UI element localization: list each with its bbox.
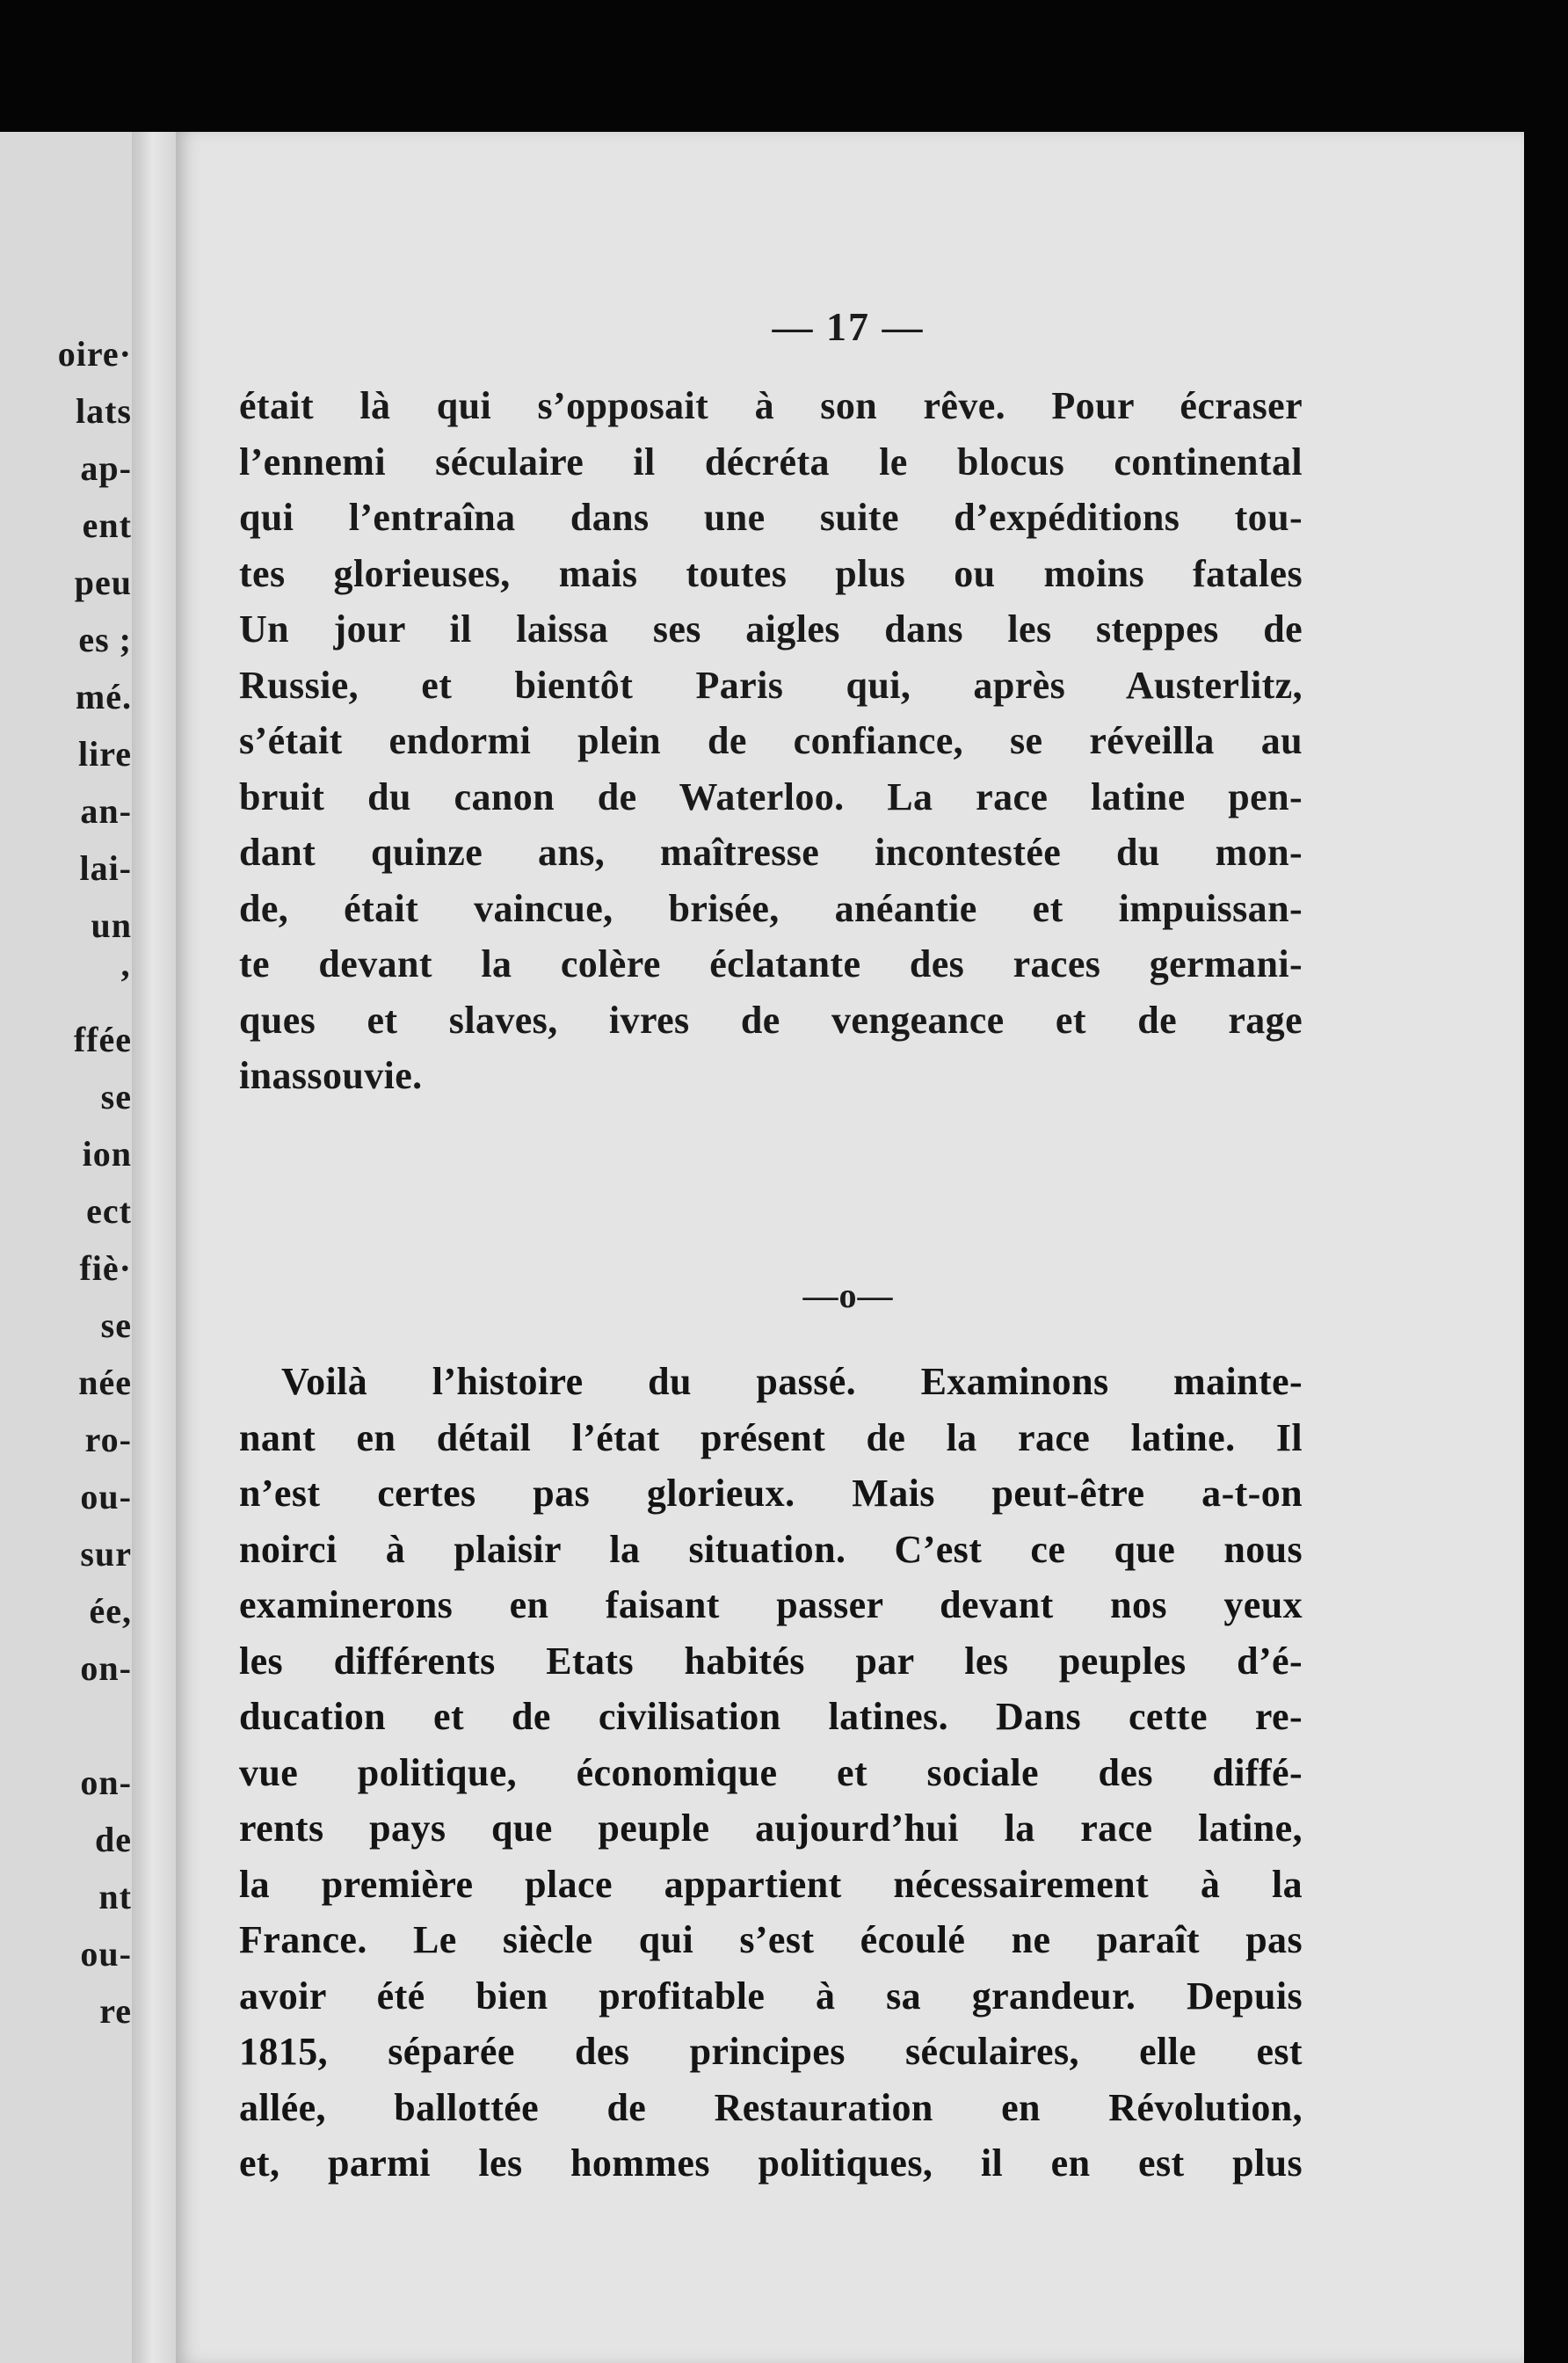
- text-line: allée, ballottée de Restauration en Révolution,: [239, 2085, 1303, 2129]
- previous-page-line: de: [95, 1820, 132, 1859]
- previous-page-line: an-: [80, 791, 132, 831]
- previous-page-line: es ;: [78, 620, 132, 659]
- previous-page-line: ffée: [73, 1020, 132, 1059]
- previous-page-line: [0, 1697, 132, 1754]
- previous-page-line: nt: [98, 1877, 132, 1916]
- text-line: 1815, séparée des principes séculaires, elle est: [239, 2030, 1303, 2073]
- previous-page-line: ou-: [80, 1477, 132, 1516]
- text-line: vue politique, économique et sociale des diffé-: [239, 1750, 1303, 1794]
- text-line: examinerons en faisant passer devant nos yeux: [239, 1583, 1303, 1626]
- text-line: rents pays que peuple aujourd’hui la race latine,: [239, 1807, 1303, 1850]
- text-line: qui l’entraîna dans une suite d’expéditions tou-: [239, 496, 1303, 539]
- paragraph-2: [239, 1354, 1303, 2192]
- text-line: de, était vaincue, brisée, anéantie et impuissan-: [239, 886, 1303, 930]
- previous-page-line: oire·: [57, 334, 132, 374]
- previous-page-line: se: [100, 1305, 132, 1345]
- previous-page-text: [0, 325, 132, 2039]
- previous-page-line: ée,: [89, 1591, 132, 1631]
- previous-page-line: mé.: [75, 677, 132, 716]
- previous-page-line: ro-: [84, 1420, 132, 1459]
- text-line: s’était endormi plein de confiance, se réveilla au: [239, 719, 1303, 762]
- previous-page-line: ’: [119, 963, 132, 1002]
- previous-page-line: peu: [74, 563, 132, 602]
- text-line: ques et slaves, ivres de vengeance et de rage: [239, 998, 1303, 1042]
- section-separator: —o—: [802, 1276, 894, 1315]
- previous-page-line: ent: [82, 505, 132, 545]
- current-page: [176, 132, 1524, 2363]
- previous-page-line: ou-: [80, 1934, 132, 1974]
- text-line: tes glorieuses, mais toutes plus ou moins fatales: [239, 551, 1303, 595]
- page-number: — 17 —: [772, 304, 925, 349]
- text-line: était là qui s’opposait à son rêve. Pour écraser: [239, 384, 1303, 427]
- previous-page-line: on-: [80, 1763, 132, 1802]
- previous-page-line: ect: [86, 1191, 132, 1231]
- previous-page-line: lire: [77, 734, 132, 774]
- text-line: te devant la colère éclatante des races germani-: [239, 942, 1303, 985]
- previous-page-line: se: [100, 1077, 132, 1116]
- previous-page-line: née: [78, 1363, 132, 1402]
- previous-page-line: ap-: [80, 448, 132, 488]
- text-line: inassouvie.: [239, 1054, 423, 1097]
- previous-page-line: lai-: [79, 848, 132, 888]
- text-line: la première place appartient nécessairement à la: [239, 1862, 1303, 1906]
- text-line: bruit du canon de Waterloo. La race latine pen-: [239, 774, 1303, 818]
- previous-page-line: ion: [82, 1134, 132, 1174]
- previous-page-line: sur: [80, 1534, 132, 1574]
- text-line: Voilà l’histoire du passé. Examinons mainte-: [281, 1360, 1303, 1403]
- previous-page-line: un: [91, 905, 132, 945]
- text-line: nant en détail l’état présent de la race latine. Il: [239, 1415, 1303, 1459]
- text-line: et, parmi les hommes politiques, il en est plus: [239, 2141, 1303, 2185]
- text-line: avoir été bien profitable à sa grandeur. Depuis: [239, 1974, 1303, 2018]
- previous-page-line: on-: [80, 1648, 132, 1688]
- previous-page-line: fiè·: [79, 1248, 132, 1288]
- previous-page-line: re: [99, 1991, 132, 2031]
- paragraph-1: [239, 378, 1303, 1104]
- text-line: n’est certes pas glorieux. Mais peut-être a-t-on: [239, 1472, 1303, 1515]
- text-line: les différents Etats habités par les peuples d’é-: [239, 1639, 1303, 1683]
- text-line: noirci à plaisir la situation. C’est ce que nous: [239, 1527, 1303, 1571]
- text-line: dant quinze ans, maîtresse incontestée du mon-: [239, 831, 1303, 874]
- text-line: ducation et de civilisation latines. Dans cette re-: [239, 1695, 1303, 1738]
- text-line: Un jour il laissa ses aigles dans les steppes de: [239, 607, 1303, 651]
- text-line: France. Le siècle qui s’est écoulé ne paraît pas: [239, 1918, 1303, 1961]
- text-line: l’ennemi séculaire il décréta le blocus continental: [239, 440, 1303, 484]
- text-line: Russie, et bientôt Paris qui, après Austerlitz,: [239, 663, 1303, 707]
- previous-page-line: lats: [76, 391, 132, 431]
